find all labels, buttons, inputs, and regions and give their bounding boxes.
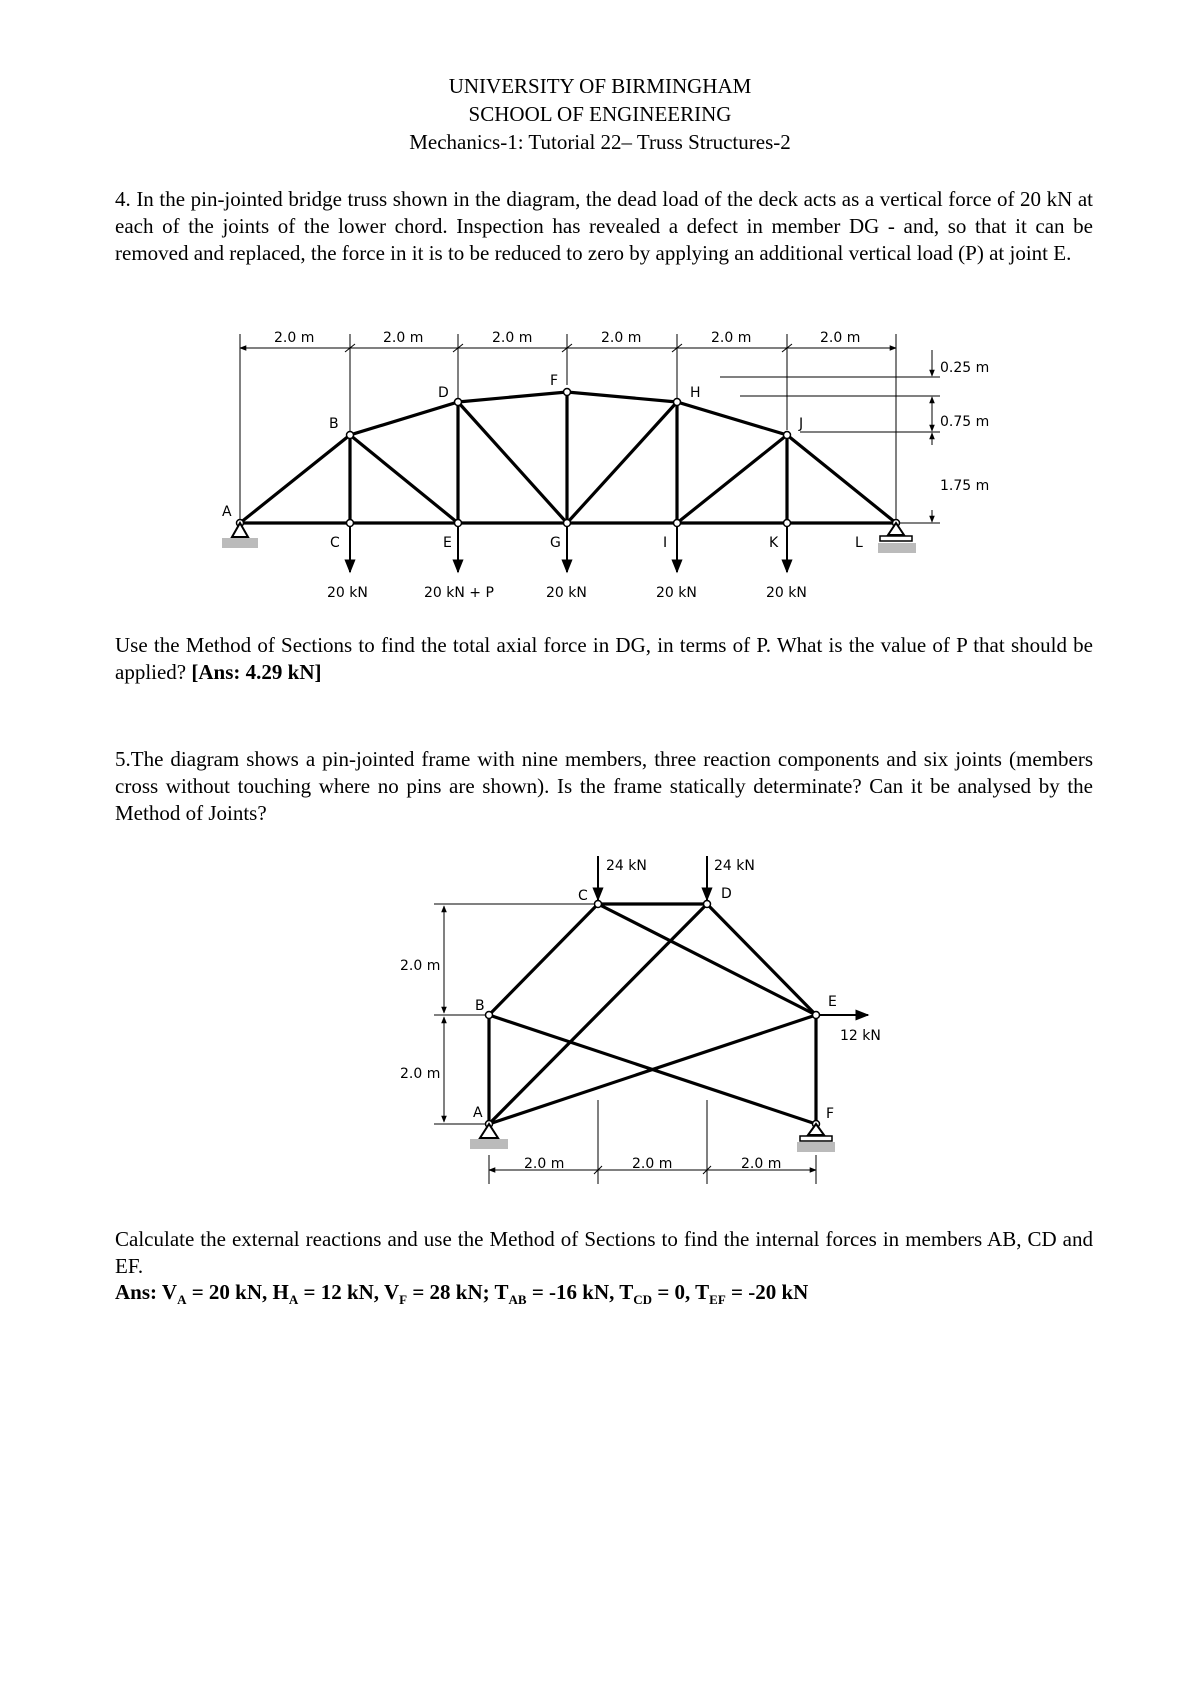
load-label: 20 kN + P: [424, 585, 494, 601]
dim-label: 2.0 m: [524, 1156, 565, 1172]
tutorial-title: Mechanics-1: Tutorial 22– Truss Structures-2: [409, 130, 791, 154]
q5-question: Calculate the external reactions and use the Method of Sections to find the internal forces in members AB, CD and EF.: [115, 1227, 1093, 1278]
joint-label: D: [438, 385, 449, 401]
load-label: 24 kN: [714, 858, 755, 874]
pin-support-icon: [222, 523, 258, 548]
q5-text: 5.The diagram shows a pin-jointed frame with nine members, three reaction components and six joints (members cross without touching where no pins are shown). Is the frame statically determinate? Can it be analysed by the Method of Joints?: [115, 747, 1093, 825]
joint-label: C: [578, 888, 588, 904]
load-label: 12 kN: [840, 1028, 881, 1044]
q5-answer: Ans: $V_A = 20$ kN, $H_A = 12$ kN, $V_F = 28$ kN; $T_{AB} = -16$ kN, $T_{CD} = 0$, $T_{EF} = -20$ kN: [115, 1280, 809, 1308]
joint-label: H: [690, 385, 701, 401]
joint-label: A: [473, 1105, 483, 1121]
dim-label: 2.0 m: [741, 1156, 782, 1172]
span-label: 2.0 m: [383, 330, 424, 346]
university-title: UNIVERSITY OF BIRMINGHAM: [448, 74, 752, 98]
span-label: 2.0 m: [274, 330, 315, 346]
load-label: 20 kN: [327, 585, 368, 601]
frame-diagram: [0, 850, 1200, 1190]
load-label: 20 kN: [546, 585, 587, 601]
joint-label: C: [330, 535, 340, 551]
joint-label: B: [329, 416, 339, 432]
joint-label: B: [475, 998, 485, 1014]
dim-label: 2.0 m: [400, 958, 441, 974]
joint-label: L: [855, 535, 863, 551]
joint-label: E: [828, 994, 837, 1010]
span-label: 2.0 m: [711, 330, 752, 346]
roller-support-icon: [878, 523, 916, 553]
joint-label: A: [222, 504, 232, 520]
span-label: 2.0 m: [820, 330, 861, 346]
load-label: 20 kN: [766, 585, 807, 601]
dim-label: 2.0 m: [400, 1066, 441, 1082]
height-label: 1.75 m: [940, 478, 990, 494]
span-label: 2.0 m: [492, 330, 533, 346]
joint-label: F: [550, 373, 559, 389]
q4-text: 4. In the pin-jointed bridge truss shown in the diagram, the dead load of the deck acts as a vertical force of 20 kN at each of the joints of the lower chord. Inspection has revealed a defect in member DG - and, so that it can be removed and replaced, the force in it is to be reduced to zero by applying an additional vertical load (P) at joint E.: [115, 187, 1093, 265]
joint-label: E: [443, 535, 452, 551]
load-label: 20 kN: [656, 585, 697, 601]
q4-question: [115, 632, 1093, 686]
joint-label: G: [550, 535, 561, 551]
bridge-truss-diagram: [0, 320, 1200, 610]
school-title: SCHOOL OF ENGINEERING: [468, 102, 732, 126]
height-label: 0.25 m: [940, 360, 990, 376]
roller-support-icon: [797, 1124, 835, 1152]
joint-label: K: [769, 535, 779, 551]
pin-support-icon: [470, 1124, 508, 1149]
height-label: 0.75 m: [940, 414, 990, 430]
joint-label: D: [721, 886, 732, 902]
q4-answer: [Ans: 4.29 kN]: [191, 660, 322, 684]
joint-label: F: [826, 1106, 835, 1122]
joint-label: J: [799, 416, 804, 432]
load-label: 24 kN: [606, 858, 647, 874]
span-label: 2.0 m: [601, 330, 642, 346]
dim-label: 2.0 m: [632, 1156, 673, 1172]
q4-question-text: Use the Method of Sections to find the total axial force in DG, in terms of P. What is the value of P that should be applied?: [115, 633, 1093, 684]
joint-label: I: [663, 535, 668, 551]
